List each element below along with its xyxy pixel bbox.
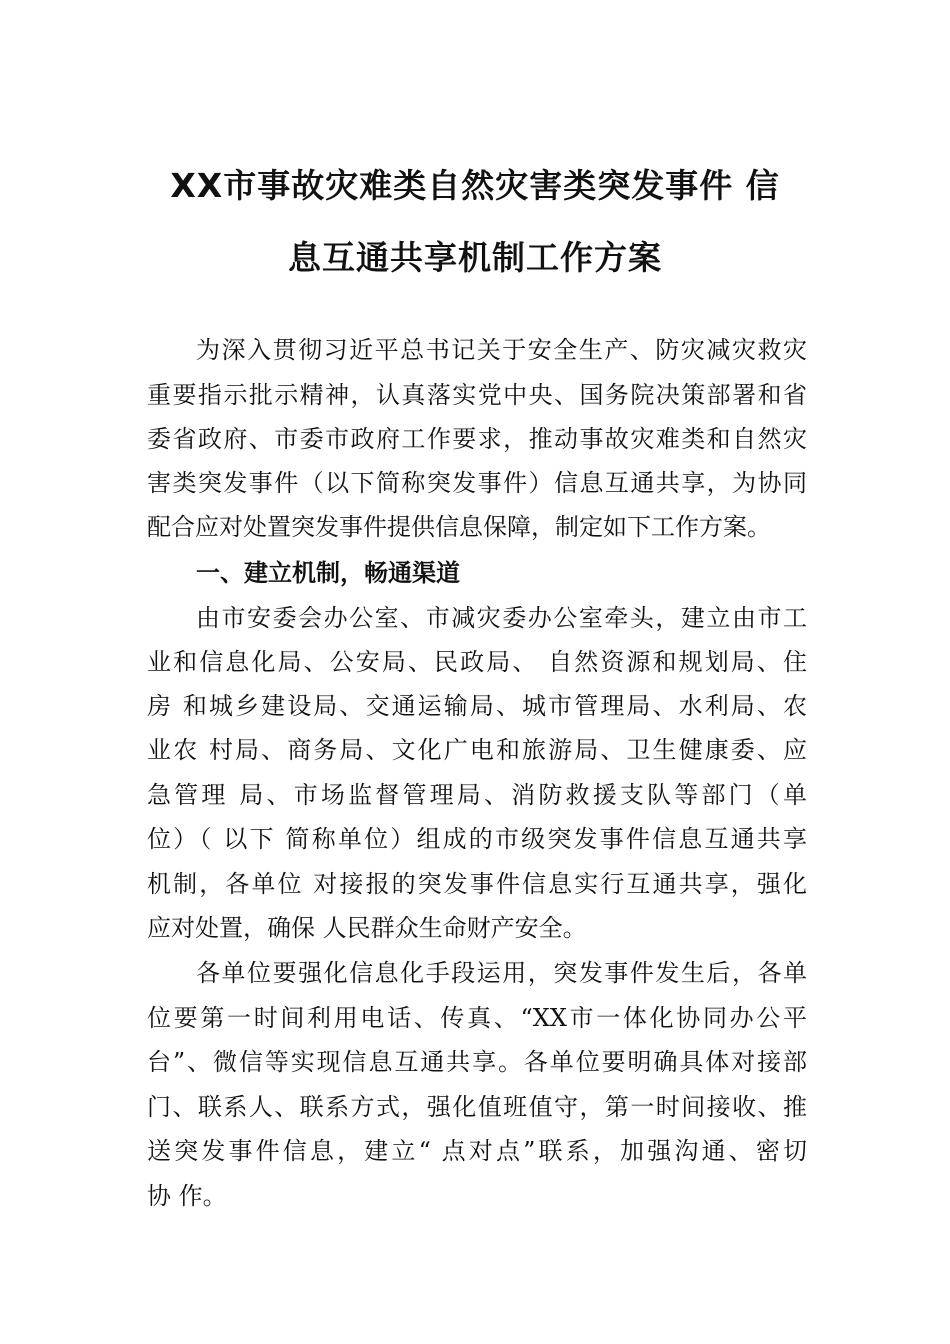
- paragraph-2-line: 位）（ 以下 简称单位）组成的市级突发事件信息互通共享: [147, 825, 807, 853]
- paragraph-2-line: 急管理 局、市场监督管理局、消防救援支队等部门（单: [147, 781, 807, 809]
- paragraph-1-line: 为深入贯彻习近平总书记关于安全生产、防灾减灾救灾: [196, 336, 807, 364]
- paragraph-2-line: 业和信息化局、公安局、民政局、 自然资源和规划局、住: [147, 648, 807, 676]
- paragraph-3-line: 送突发事件信息，建立“ 点对点”联系，加强沟通、密切: [147, 1137, 807, 1165]
- paragraph-1-line: 重要指示批示精神，认真落实党中央、国务院决策部署和省: [147, 381, 807, 409]
- section-1-heading: 一、建立机制，畅通渠道: [196, 559, 460, 587]
- document-title-line-2: 息互通共享机制工作方案: [288, 238, 662, 277]
- paragraph-1-line: 害类突发事件（以下简称突发事件）信息互通共享，为协同: [147, 469, 807, 497]
- paragraph-2-line: 机制，各单位 对接报的突发事件信息实行互通共享，强化: [147, 870, 807, 898]
- paragraph-1-line: 委省政府、市委市政府工作要求，推动事故灾难类和自然灾: [147, 425, 807, 453]
- paragraph-3-line: 门、联系人、联系方式，强化值班值守，第一时间接收、推: [147, 1093, 807, 1121]
- paragraph-2-line: 业农 村局、商务局、文化广电和旅游局、卫生健康委、应: [147, 736, 807, 764]
- paragraph-3-line: 位要第一时间利用电话、传真、“XX市一体化协同办公平: [147, 1004, 807, 1032]
- paragraph-3-line: 各单位要强化信息化手段运用，突发事件发生后，各单: [196, 959, 807, 987]
- paragraph-3-line: 台”、微信等实现信息互通共享。各单位要明确具体对接部: [147, 1048, 807, 1076]
- document-title-line-1: XX市事故灾难类自然灾害类突发事件 信: [170, 166, 780, 205]
- paragraph-2-line: 由市安委会办公室、市减灾委办公室牵头，建立由市工: [196, 604, 807, 632]
- paragraph-2-line: 房 和城乡建设局、交通运输局、城市管理局、水利局、农: [147, 692, 807, 720]
- paragraph-3-line: 协 作。: [147, 1182, 227, 1210]
- paragraph-2-line: 应对处置，确保 人民群众生命财产安全。: [147, 914, 587, 942]
- paragraph-1-line: 配合应对处置突发事件提供信息保障，制定如下工作方案。: [147, 513, 771, 541]
